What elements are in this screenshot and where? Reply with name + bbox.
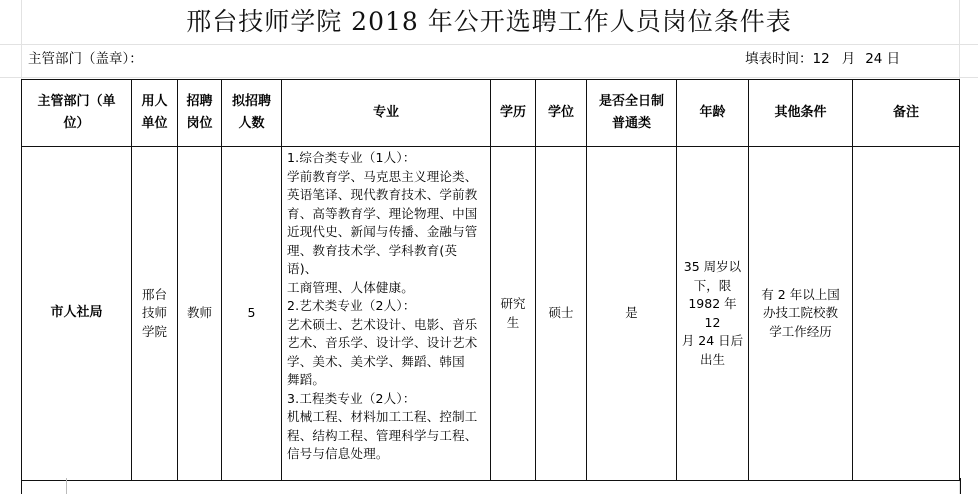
col-header-dept-line1: 主管部门（单 xyxy=(37,94,116,109)
col-header-count-line2: 人数 xyxy=(238,116,265,131)
fill-date-day: 24 日 xyxy=(865,51,901,67)
col-header-position-line2: 岗位 xyxy=(186,116,213,131)
dept-stamp-label: 主管部门（盖章）： xyxy=(28,51,143,67)
cell-employer-line3: 学院 xyxy=(141,323,167,339)
major-line: 2.艺术类专业（2人）： xyxy=(287,298,416,313)
cell-education-line1: 研究 xyxy=(500,296,526,311)
cell-employer-line1: 邢台 xyxy=(141,286,167,302)
cell-employer-line2: 技师 xyxy=(141,305,167,321)
gridline xyxy=(0,44,978,45)
col-header-count-line1: 拟招聘 xyxy=(231,94,271,109)
gridline xyxy=(66,478,67,494)
next-row-strip xyxy=(21,478,961,494)
cell-fulltime: 是 xyxy=(587,147,677,481)
major-line: 1.综合类专业（1人）： xyxy=(287,150,416,165)
position-table xyxy=(21,79,960,481)
cell-remarks xyxy=(853,147,960,481)
major-line: 程、结构工程、管理科学与工程、 xyxy=(287,427,478,443)
major-line: 理、教育技术学、学科教育(英语)、 xyxy=(287,242,458,276)
col-header-position xyxy=(178,80,222,147)
col-header-employer-line2: 单位 xyxy=(141,116,168,131)
other-line: 有 2 年以上国 xyxy=(761,286,840,302)
col-header-employer xyxy=(132,80,178,147)
col-header-dept-line2: 位） xyxy=(63,116,90,131)
major-line: 近现代史、新闻与传播、金融与管 xyxy=(287,224,478,239)
table-header-row xyxy=(22,80,960,147)
age-line: 月 24 日后 xyxy=(681,333,744,348)
col-header-other: 其他条件 xyxy=(749,80,853,147)
col-header-fulltime-line1: 是否全日制 xyxy=(598,94,664,109)
cell-position: 教师 xyxy=(178,147,222,481)
col-header-count xyxy=(222,80,282,147)
major-line: 育、高等教育学、理论物理、中国 xyxy=(287,205,478,221)
other-line: 办技工院校教 xyxy=(762,305,838,321)
cell-age xyxy=(677,147,749,481)
cell-education xyxy=(491,147,536,481)
fill-date-label: 填表时间：12 xyxy=(745,51,830,67)
col-header-major: 专业 xyxy=(282,80,491,147)
cell-degree: 硕士 xyxy=(536,147,587,481)
major-line: 学、美术、美术学、舞蹈、韩国 xyxy=(287,353,465,369)
major-line: 学前教育学、马克思主义理论类、 xyxy=(287,168,478,184)
col-header-dept xyxy=(22,80,132,147)
other-line: 学工作经历 xyxy=(769,323,832,339)
gridline xyxy=(0,77,978,78)
cell-dept: 市人社局 xyxy=(22,147,132,481)
col-header-employer-line1: 用人 xyxy=(141,94,168,109)
age-line: 35 周岁以 xyxy=(683,259,742,274)
cell-education-line2: 生 xyxy=(506,314,520,330)
major-line: 舞蹈。 xyxy=(287,372,326,387)
cell-employer xyxy=(132,147,178,481)
major-line: 艺术硕士、艺术设计、电影、音乐 xyxy=(287,316,478,332)
age-line: 1982 年 12 xyxy=(688,296,737,330)
major-line: 3.工程类专业（2人）： xyxy=(287,390,416,406)
fill-date xyxy=(745,49,900,69)
major-line: 艺术、音乐学、设计学、设计艺术 xyxy=(287,335,478,350)
col-header-age: 年龄 xyxy=(677,80,749,147)
col-header-fulltime-line2: 普通类 xyxy=(611,116,651,131)
major-line: 信号与信息处理。 xyxy=(287,446,389,461)
major-line: 英语笔译、现代教育技术、学前教 xyxy=(287,187,478,202)
major-line: 机械工程、材料加工工程、控制工 xyxy=(287,409,478,424)
col-header-degree: 学位 xyxy=(536,80,587,147)
cell-major xyxy=(282,147,491,481)
col-header-remarks: 备注 xyxy=(853,80,960,147)
major-line: 工商管理、人体健康。 xyxy=(287,279,415,295)
fill-date-month-unit: 月 xyxy=(841,51,856,67)
age-line: 出生 xyxy=(699,351,725,367)
col-header-position-line1: 招聘 xyxy=(186,94,213,109)
cell-other xyxy=(749,147,853,481)
col-header-education: 学历 xyxy=(491,80,536,147)
page-title: 邢台技师学院 2018 年公开选聘工作人员岗位条件表 xyxy=(186,7,792,36)
age-line: 下，限 xyxy=(693,277,732,293)
col-header-fulltime xyxy=(587,80,677,147)
table-row xyxy=(22,147,960,481)
cell-count: 5 xyxy=(222,147,282,481)
